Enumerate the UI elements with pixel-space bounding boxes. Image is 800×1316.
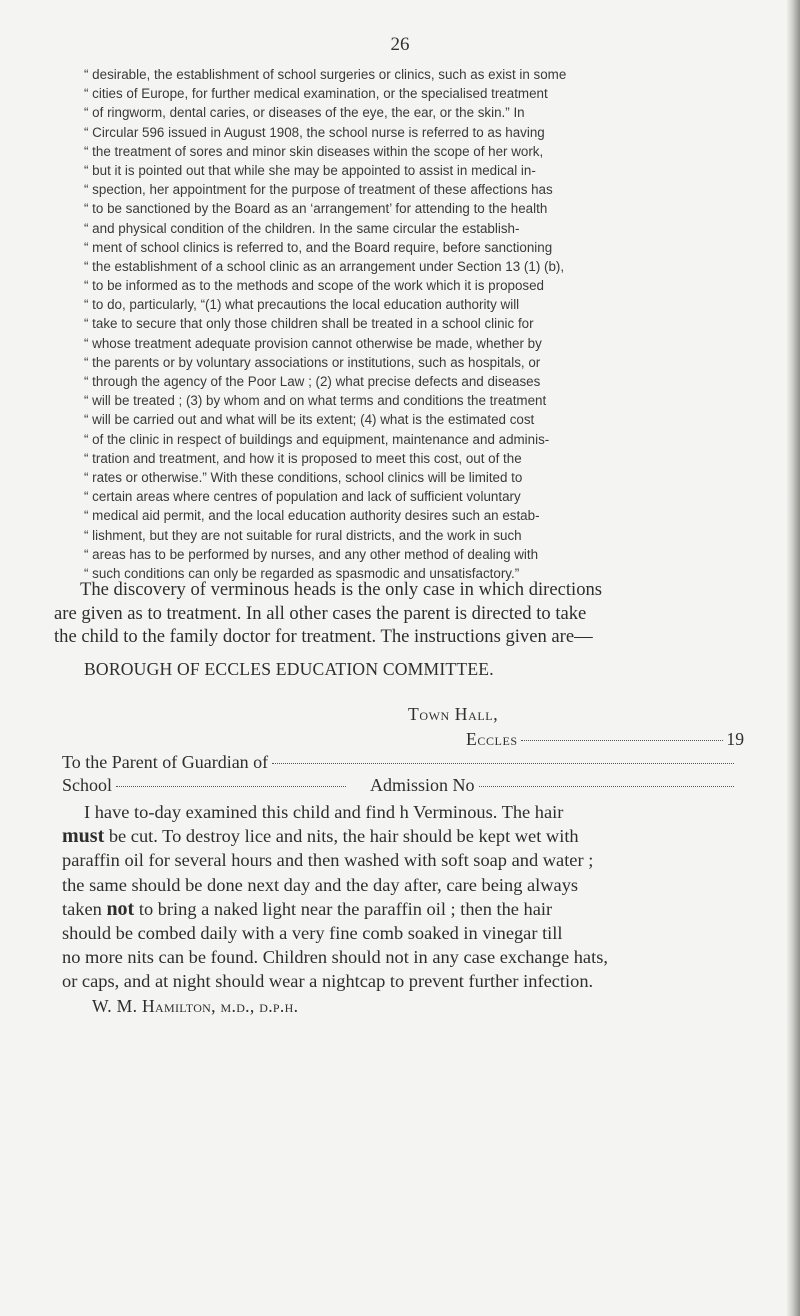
quote-line: “ to do, particularly, “(1) what precautions the local education authority will [84, 297, 520, 313]
quote-line: “ will be treated ; (3) by whom and on what terms and conditions the treatment [84, 393, 547, 409]
school-dotted-leader [116, 786, 346, 787]
quote-line: “ of the clinic in respect of buildings and equipment, maintenance and adminis- [84, 431, 550, 447]
emphasis-not: not [106, 897, 135, 920]
quote-line: “ rates or otherwise.” With these conditions, school clinics will be limited to [84, 469, 523, 485]
signature: W. M. Hamilton, m.d., d.p.h. [92, 995, 299, 1016]
quote-line: “ ment of school clinics is referred to, and the Board require, before sanctioning [84, 239, 553, 255]
quote-line: “ take to secure that only those children shall be treated in a school clinic for [84, 316, 534, 332]
letter-line: should be combed daily with a very fine comb soaked in vinegar till [62, 922, 563, 943]
quote-line: “ lishment, but they are not suitable for rural districts, and the work in such [84, 527, 522, 543]
admission-label: Admission No [370, 775, 475, 795]
quote-line: “ spection, her appointment for the purpose of treatment of these affections has [84, 182, 553, 198]
emphasis-must: must [62, 825, 105, 848]
parent-guardian-line [62, 752, 738, 773]
quote-line: “ the establishment of a school clinic as an arrangement under Section 13 (1) (b), [84, 258, 565, 274]
quote-line: “ to be sanctioned by the Board as an ‘arrangement’ for attending to the health [84, 201, 548, 217]
quote-line: “ areas has to be performed by nurses, and any other method of dealing with [84, 546, 539, 562]
letter-line [62, 897, 742, 921]
letter-body [62, 800, 742, 994]
committee-heading: BOROUGH OF ECCLES EDUCATION COMMITTEE. [84, 659, 494, 679]
date-dotted-leader [521, 740, 724, 741]
intro-line: the child to the family doctor for treatment. The instructions given are— [54, 626, 593, 647]
quote-line: “ but it is pointed out that while she may be appointed to assist in medical in- [84, 162, 536, 178]
quote-line: “ such conditions can only be regarded as spasmodic and unsatisfactory.” [84, 565, 520, 581]
parent-dotted-leader [272, 763, 734, 764]
page-edge-shadow [786, 0, 800, 1316]
letter-line [62, 824, 742, 848]
quote-line: “ certain areas where centres of population and lack of sufficient voluntary [84, 489, 521, 505]
quote-line: “ cities of Europe, for further medical examination, or the specialised treatment [84, 86, 548, 102]
letter-line: I have to-day examined this child and find h Verminous. The hair [84, 802, 564, 822]
address-year: 19 [726, 729, 744, 749]
quote-line: “ whose treatment adequate provision cannot otherwise be made, whether by [84, 335, 542, 351]
quoted-circular-text [84, 65, 738, 583]
admission-dotted-leader [479, 786, 734, 787]
school-admission-line [62, 775, 738, 796]
letter-line: paraffin oil for several hours and then washed with soft soap and water ; [62, 850, 594, 871]
parent-guardian-label: To the Parent of Guardian of [62, 752, 269, 772]
quote-line: “ medical aid permit, and the local education authority desires such an estab- [84, 508, 540, 524]
quote-line: “ the parents or by voluntary associations or institutions, such as hospitals, or [84, 354, 541, 370]
school-label: School [62, 775, 113, 795]
quote-line: “ tration and treatment, and how it is proposed to meet this cost, out of the [84, 450, 522, 466]
letter-line: no more nits can be found. Children should not in any case exchange hats, [62, 947, 608, 968]
quote-line: “ to be informed as to the methods and scope of the work which it is proposed [84, 278, 544, 294]
intro-line: are given as to treatment. In all other cases the parent is directed to take [54, 602, 587, 624]
quote-line: “ and physical condition of the children. In the same circular the establish- [84, 220, 520, 236]
address-line-2-label: Eccles [466, 729, 518, 749]
quote-line: “ the treatment of sores and minor skin diseases within the scope of her work, [84, 143, 544, 159]
letter-line-text: to bring a naked light near the paraffin oil ; then the hair [134, 898, 553, 919]
letter-line: the same should be done next day and the day after, care being always [62, 874, 579, 895]
quote-line: “ of ringworm, dental caries, or diseases of the eye, the ear, or the skin.” In [84, 105, 525, 121]
quote-line: “ Circular 596 issued in August 1908, the school nurse is referred to as having [84, 124, 545, 140]
quote-line: “ will be carried out and what will be its extent; (4) what is the estimated cost [84, 412, 535, 428]
intro-paragraph [54, 578, 744, 649]
letter-line-text: taken [62, 898, 107, 919]
address-line-1: Town Hall, [408, 704, 499, 724]
intro-line: The discovery of verminous heads is the only case in which directions [80, 579, 603, 600]
quote-line: “ through the agency of the Poor Law ; (2) what precise defects and diseases [84, 374, 541, 389]
letter-line: or caps, and at night should wear a nightcap to prevent further infection. [62, 971, 594, 992]
quote-line: “ desirable, the establishment of school surgeries or clinics, such as exist in some [84, 67, 567, 82]
page-number: 26 [390, 34, 410, 55]
letter-line-text: be cut. To destroy lice and nits, the hair should be kept wet with [104, 826, 579, 847]
